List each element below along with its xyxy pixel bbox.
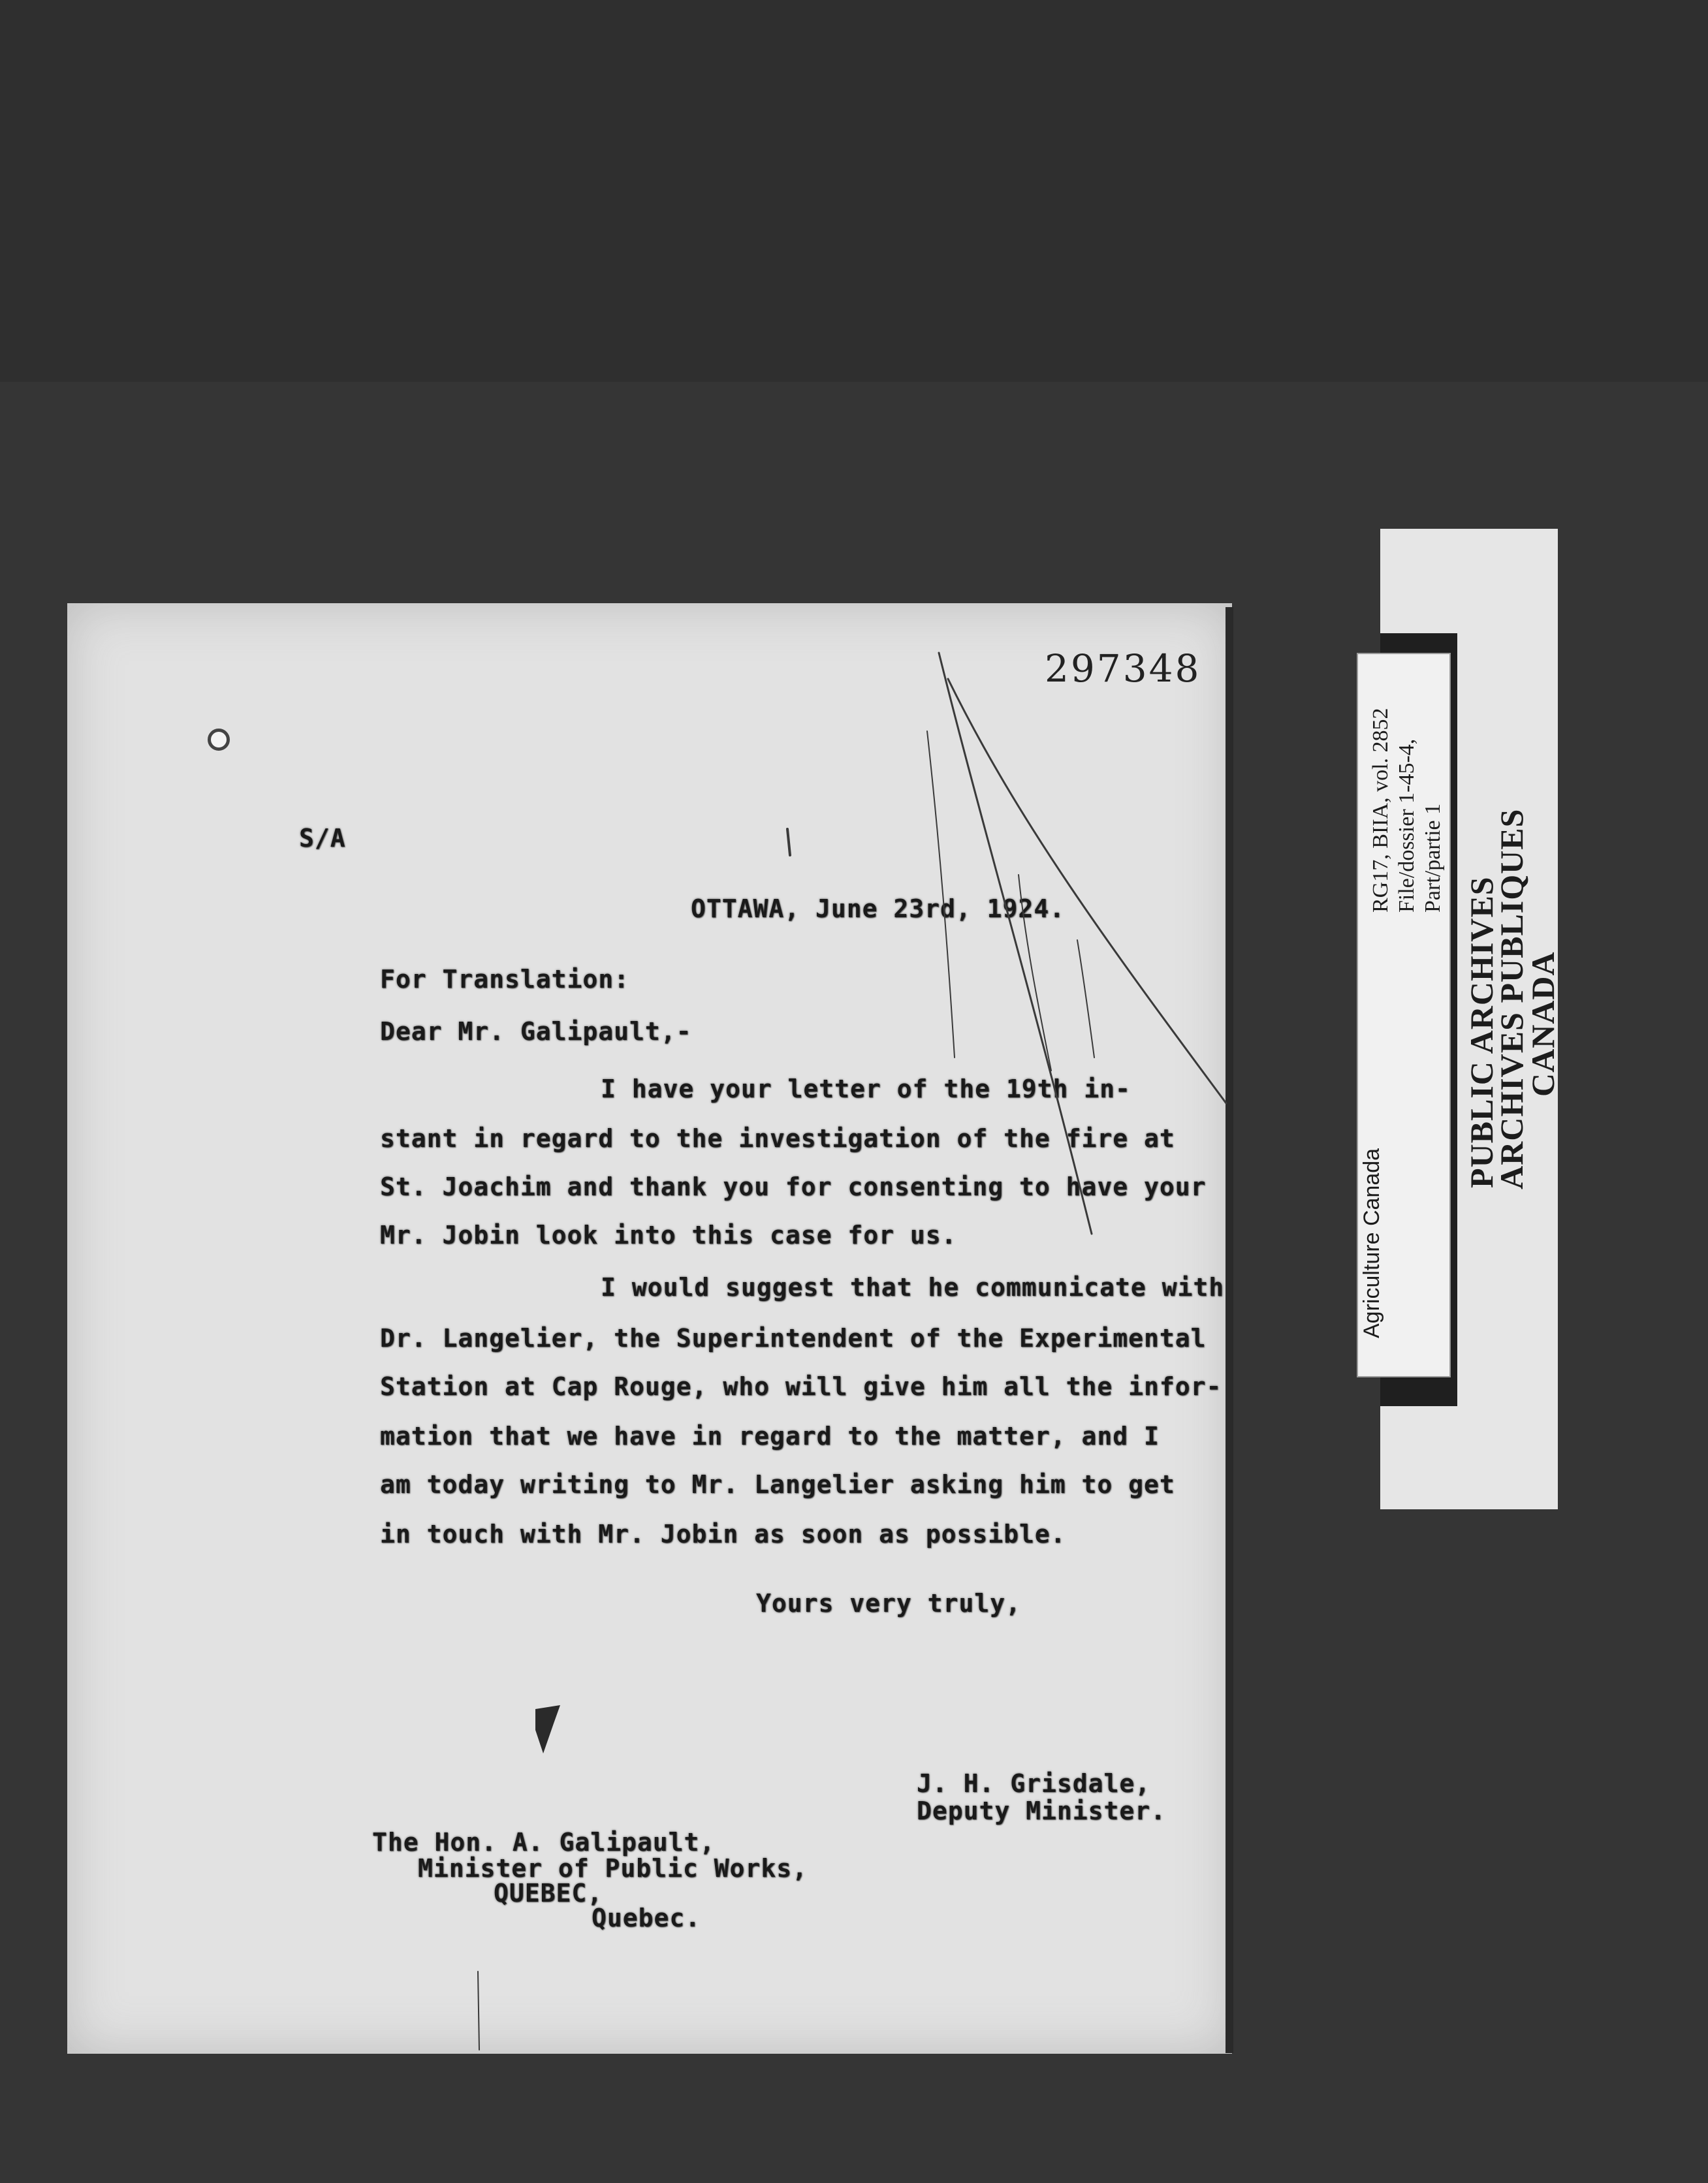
archive-reference-line: File/dossier 1-45-4,: [1395, 738, 1419, 913]
body-line: I have your letter of the 19th in-: [601, 1075, 1131, 1103]
body-line: am today writing to Mr. Langelier asking him to get: [380, 1470, 1175, 1499]
document-number: 297348: [1045, 646, 1201, 691]
addressee-line: Quebec.: [592, 1904, 701, 1932]
body-line: mation that we have in regard to the matter, and I: [380, 1422, 1160, 1451]
signature-name: J. H. Grisdale,: [917, 1769, 1151, 1798]
body-line: Station at Cap Rouge, who will give him all the infor-: [380, 1372, 1222, 1401]
archives-name-line: CANADA: [1525, 951, 1561, 1097]
punch-hole: [208, 729, 230, 751]
signature-title: Deputy Minister.: [917, 1797, 1167, 1825]
place-date: OTTAWA, June 23rd, 1924.: [691, 894, 1066, 923]
addressee-line: QUEBEC,: [494, 1879, 603, 1908]
body-line: Dr. Langelier, the Superintendent of the Experimental: [380, 1324, 1207, 1353]
body-line: in touch with Mr. Jobin as soon as possible.: [380, 1520, 1066, 1548]
body-line: I would suggest that he communicate with: [601, 1273, 1225, 1302]
background-upper: [0, 0, 1708, 382]
reference-initials: S/A: [299, 824, 346, 853]
archive-reference-line: RG17, BIIA, vol. 2852: [1368, 708, 1393, 913]
body-line: Mr. Jobin look into this case for us.: [380, 1221, 957, 1249]
archives-name-line: ARCHIVES PUBLIQUES: [1493, 808, 1530, 1189]
archives-name-line: PUBLIC ARCHIVES: [1463, 876, 1500, 1188]
body-line: stant in regard to the investigation of the fire at: [380, 1124, 1175, 1153]
sheet-edge-shadow: [1226, 607, 1233, 2053]
addressee-line: The Hon. A. Galipault,: [372, 1828, 716, 1857]
archive-reference-line: Part/partie 1: [1421, 803, 1445, 913]
addressee-line: Minister of Public Works,: [418, 1854, 808, 1883]
agency-name: Agriculture Canada: [1359, 1148, 1384, 1338]
closing: Yours very truly,: [756, 1589, 1021, 1618]
body-line: St. Joachim and thank you for consenting to have your: [380, 1172, 1207, 1201]
for-translation-note: For Translation:: [380, 965, 630, 994]
salutation: Dear Mr. Galipault,-: [380, 1017, 692, 1046]
